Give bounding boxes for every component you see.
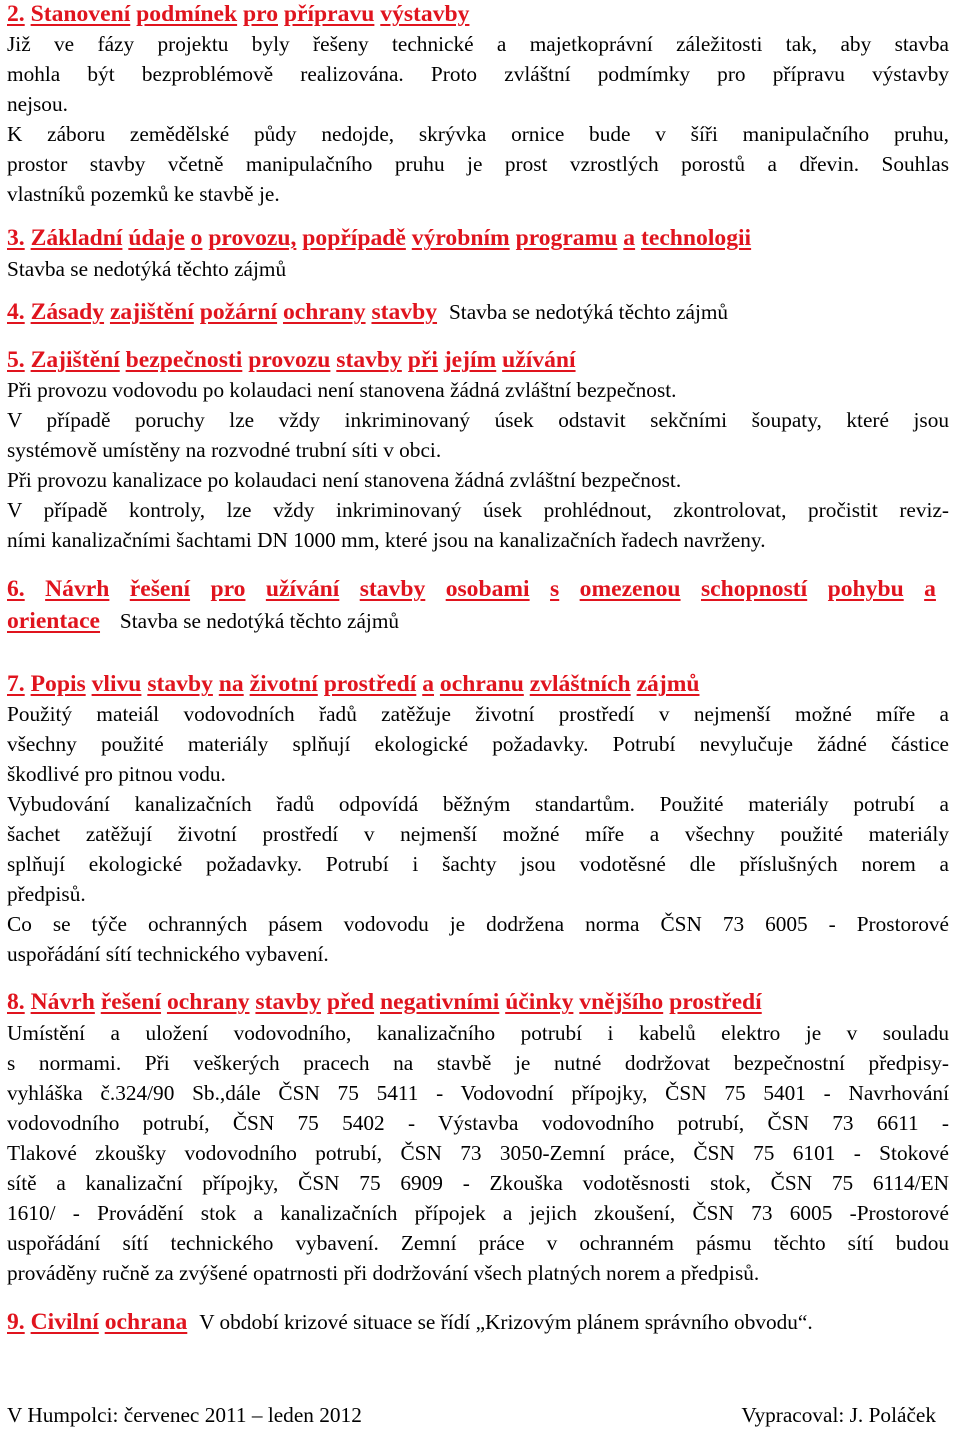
text-line: prostor stavby včetně manipulačního pruhu je prost vzrostlých porostů a dřevin. Souhlas (7, 152, 949, 176)
heading-word: bezpečnosti (125, 347, 243, 373)
heading-word: Popis (30, 671, 86, 697)
text-line: šachet zatěžují životní prostředí v nejmenší možné míře a všechny použité materiály (7, 822, 949, 846)
text-line: K záboru zemědělské půdy nedojde, skrývka ornice bude v šíři manipulačního pruhu, (7, 122, 949, 146)
heading-word: požární (199, 299, 278, 325)
heading-word: Zásady (30, 299, 105, 325)
heading-word: s (550, 576, 560, 602)
heading-word: ochrany (282, 299, 366, 325)
heading-word: Návrh (45, 576, 110, 602)
heading-word: při (407, 347, 438, 373)
heading-word: výstavby (380, 1, 470, 27)
text-line: nejsou. (7, 92, 68, 116)
section-note: Stavba se nedotýká těchto zájmů (119, 609, 400, 633)
heading-word: Základní (30, 225, 123, 251)
heading-word: výrobním (411, 225, 510, 251)
heading-word: řešení (129, 576, 191, 602)
heading-word: vnějšího (579, 989, 664, 1015)
text-line: Stavba se nedotýká těchto zájmů (7, 257, 287, 281)
text-line: sítě a kanalizační přípojky, ČSN 75 6909 - Zkouška vodotěsnosti stok, ČSN 75 6114/EN (7, 1171, 949, 1195)
heading-word: programu (515, 225, 618, 251)
text-line: vyhláška č.324/90 Sb.,dále ČSN 75 5411 - Vodovodní přípojky, ČSN 75 5401 - Navrhování (7, 1081, 949, 1105)
text-line: s normami. Při veškerých pracech na stavbě je nutné dodržovat bezpečnostní předpisy- (7, 1051, 949, 1075)
heading-word: prostředí (323, 671, 417, 697)
section-number: 6. (7, 576, 25, 602)
section-3-heading (7, 222, 751, 254)
text-line: předpisů. (7, 882, 86, 906)
section-number: 5. (7, 347, 25, 373)
heading-word: a (422, 671, 435, 697)
section-6-heading (7, 573, 936, 605)
text-line: uspořádání sítí technického vybavení. (7, 942, 329, 966)
heading-word: a (623, 225, 636, 251)
heading-word: účinky (505, 989, 574, 1015)
heading-word: podmínek (136, 1, 238, 27)
heading-word: Zajištění (30, 347, 120, 373)
text-line: Při provozu vodovodu po kolaudaci není stanovena žádná zvláštní bezpečnost. (7, 378, 677, 402)
text-line: systémově umístěny na rozvodné trubní síti v obci. (7, 438, 442, 462)
section-2-heading (7, 0, 469, 30)
heading-word: zajištění (109, 299, 194, 325)
heading-word: provozu (248, 347, 331, 373)
text-line: Umístění a uložení vodovodního, kanalizačního potrubí i kabelů elektro je v souladu (7, 1021, 949, 1045)
heading-word: stavby (147, 671, 213, 697)
heading-word: ochrany (166, 989, 250, 1015)
text-line: ními kanalizačními šachtami DN 1000 mm, které jsou na kanalizačních řadech navrženy. (7, 528, 766, 552)
heading-word: stavby (371, 299, 438, 325)
text-line: vodovodního potrubí, ČSN 75 5402 - Výstavba vodovodního potrubí, ČSN 73 6611 - (7, 1111, 949, 1135)
heading-word: a (924, 576, 936, 602)
heading-word: jejím (443, 347, 497, 373)
heading-word: Civilní (30, 1309, 99, 1335)
footer-author: Vypracoval: J. Poláček (741, 1403, 936, 1427)
heading-word: provozu, (208, 225, 297, 251)
heading-word: před (326, 989, 375, 1015)
footer-place-date: V Humpolci: červenec 2011 – leden 2012 (7, 1403, 362, 1427)
section-7-heading (7, 668, 699, 700)
heading-word: stavby (359, 576, 426, 602)
heading-word: životní (249, 671, 318, 697)
section-note: Stavba se nedotýká těchto zájmů (448, 300, 729, 324)
text-line: škodlivé pro pitnou vodu. (7, 762, 226, 786)
text-line: V případě kontroly, lze vždy inkriminovaný úsek prohlédnout, zkontrolovat, pročistit reviz- (7, 498, 949, 522)
heading-word: pohybu (827, 576, 904, 602)
heading-word: popřípadě (302, 225, 406, 251)
text-line: Již ve fázy projektu byly řešeny technické a majetkoprávní záležitosti tak, aby stavba (7, 32, 949, 56)
text-line: Použitý mateiál vodovodních řadů zatěžuje životní prostředí v nejmenší možné míře a (7, 702, 949, 726)
heading-word: Návrh (30, 989, 95, 1015)
section-number: 4. (7, 299, 25, 325)
heading-word: Stanovení (30, 1, 131, 27)
heading-word: schopností (700, 576, 808, 602)
heading-word: ochranu (439, 671, 524, 697)
heading-word: údaje (128, 225, 185, 251)
text-line: Co se týče ochranných pásem vodovodu je dodržena norma ČSN 73 6005 - Prostorové (7, 912, 949, 936)
section-6-heading-line-2 (7, 605, 399, 637)
text-line: Při provozu kanalizace po kolaudaci není stanovena žádná zvláštní bezpečnost. (7, 468, 682, 492)
heading-word: prostředí (669, 989, 762, 1015)
section-number: 9. (7, 1309, 25, 1335)
section-8-heading (7, 986, 762, 1018)
section-4-heading (7, 296, 728, 328)
text-line: vlastníků pozemků ke stavbě je. (7, 182, 280, 206)
heading-word: pro (243, 1, 278, 27)
heading-word: o (190, 225, 203, 251)
section-number: 2. (7, 1, 25, 27)
heading-word: orientace (7, 608, 101, 634)
heading-word: negativními (379, 989, 500, 1015)
heading-word: osobami (445, 576, 530, 602)
heading-word: technologii (641, 225, 752, 251)
heading-word: zvláštních (529, 671, 631, 697)
text-line: všechny použité materiály splňují ekologické požadavky. Potrubí nevylučuje žádné částice (7, 732, 949, 756)
section-number: 8. (7, 989, 25, 1015)
text-line: V případě poruchy lze vždy inkriminovaný úsek odstavit sekčními šoupaty, které jsou (7, 408, 949, 432)
heading-word: stavby (336, 347, 402, 373)
section-number: 7. (7, 671, 25, 697)
heading-word: užívání (265, 576, 340, 602)
heading-word: pro (210, 576, 246, 602)
heading-word: přípravu (283, 1, 375, 27)
text-line: mohla být bezproblémově realizována. Proto zvláštní podmímky pro přípravu výstavby (7, 62, 949, 86)
heading-word: omezenou (579, 576, 681, 602)
text-line: Vybudování kanalizačních řadů odpovídá běžným standartům. Použité materiály potrubí a (7, 792, 949, 816)
section-5-heading (7, 344, 576, 376)
heading-word: vlivu (91, 671, 142, 697)
heading-word: zájmů (636, 671, 700, 697)
text-line: uspořádání sítí technického vybavení. Zemní práce v ochranném pásmu těchto sítí budou (7, 1231, 949, 1255)
heading-word: řešení (100, 989, 162, 1015)
page-footer (7, 1400, 936, 1430)
section-number: 3. (7, 225, 25, 251)
heading-word: užívání (502, 347, 576, 373)
section-9-heading (7, 1306, 813, 1338)
text-line: 1610/ - Provádění stok a kanalizačních přípojek a jejich zkoušení, ČSN 73 6005 -Prostorové (7, 1201, 949, 1225)
heading-word: stavby (255, 989, 321, 1015)
text-line: splňují ekologické požadavky. Potrubí i šachty jsou vodotěsné dle příslušných norem a (7, 852, 949, 876)
heading-word: ochrana (104, 1309, 188, 1335)
section-note: V období krizové situace se řídí „Krizovým plánem správního obvodu“. (199, 1310, 813, 1334)
text-line: prováděny ručně za zvýšené opatrnosti při dodržování všech platných norem a předpisů. (7, 1261, 760, 1285)
text-line: Tlakové zkoušky vodovodního potrubí, ČSN 73 3050-Zemní práce, ČSN 75 6101 - Stokové (7, 1141, 949, 1165)
heading-word: na (218, 671, 244, 697)
